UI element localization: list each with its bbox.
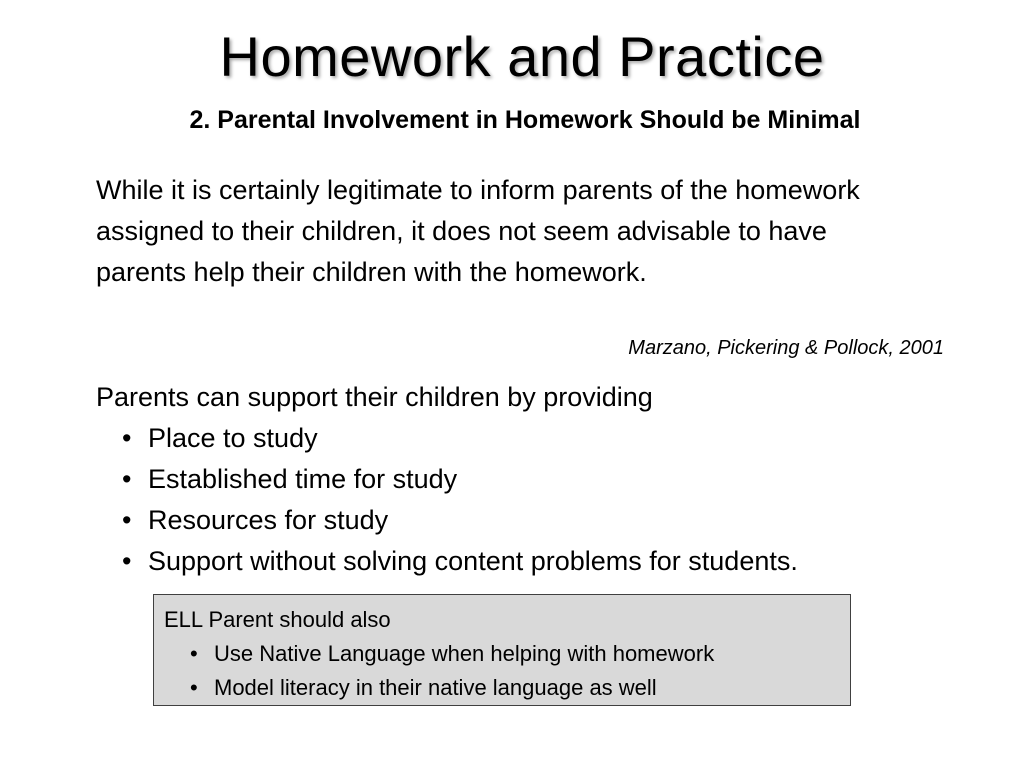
list-item-text: Place to study [148, 423, 318, 453]
support-list [120, 418, 798, 582]
quote-paragraph: While it is certainly legitimate to inform parents of the homework assigned to their children, it does not seem advisable to have parents help their children with the homework. [96, 175, 860, 287]
ell-box-heading: ELL Parent should also [164, 607, 391, 632]
list-item [120, 459, 798, 500]
list-item-text: Support without solving content problems for students. [148, 546, 798, 576]
list-item [120, 418, 798, 459]
ell-parent-box [153, 594, 851, 706]
list-item [190, 671, 840, 705]
bullet-icon: • [122, 505, 132, 535]
list-item [190, 637, 840, 671]
list-item-text: Established time for study [148, 464, 458, 494]
bullet-icon: • [190, 675, 198, 700]
bullet-icon: • [122, 546, 132, 576]
list-item-text: Model literacy in their native language as well [214, 675, 657, 700]
list-item [120, 500, 798, 541]
slide-title: Homework and Practice [219, 25, 825, 88]
bullet-icon: • [122, 464, 132, 494]
support-intro: Parents can support their children by providing [96, 382, 653, 412]
list-item-text: Use Native Language when helping with homework [214, 641, 715, 666]
ell-list [164, 637, 840, 705]
list-item-text: Resources for study [148, 505, 389, 535]
bullet-icon: • [190, 641, 198, 666]
bullet-icon: • [122, 423, 132, 453]
citation: Marzano, Pickering & Pollock, 2001 [628, 337, 944, 359]
list-item [120, 541, 798, 582]
slide-subtitle: 2. Parental Involvement in Homework Should be Minimal [189, 106, 861, 134]
